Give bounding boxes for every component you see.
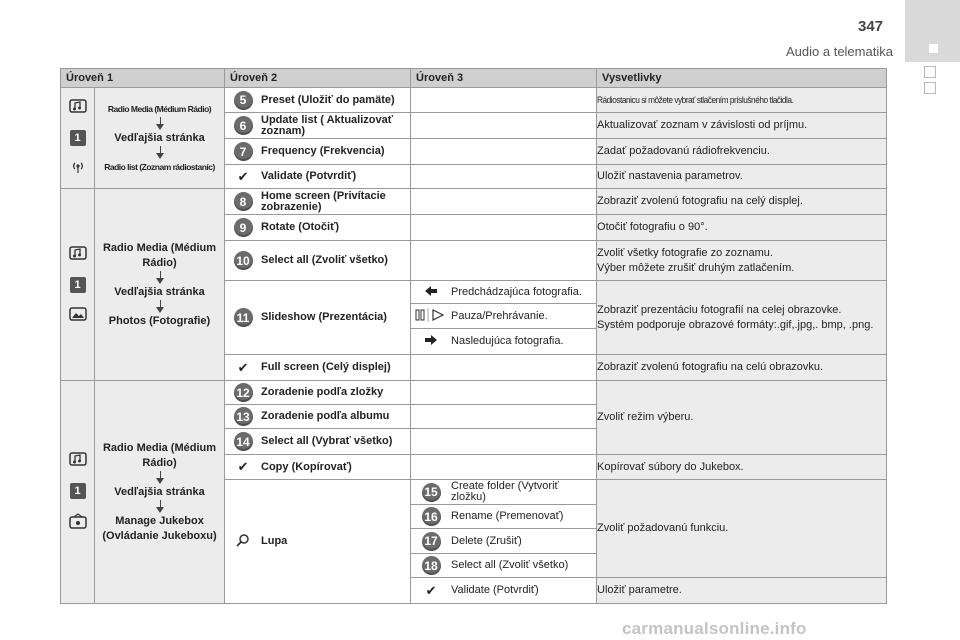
checkmark-icon: ✔ — [237, 359, 249, 375]
description-text: Uložiť parametre. — [597, 578, 887, 604]
number-1-icon: 1 — [70, 130, 86, 146]
number-1-icon: 1 — [70, 483, 86, 499]
level2-label: Select all (Vybrať všetko) — [261, 435, 393, 447]
description-text: Aktualizovať zoznam v závislosti od príjmu. — [597, 113, 887, 139]
description-text: Zobraziť prezentáciu fotografií na celej obrazovke. — [597, 303, 842, 316]
level3-cell — [411, 113, 597, 139]
description-cell — [597, 88, 887, 113]
number-badge: 18 — [422, 556, 441, 575]
level2-cell — [225, 281, 411, 355]
level2-cell — [225, 381, 411, 405]
description-cell — [597, 281, 887, 355]
arrow-down-icon — [95, 146, 224, 160]
number-badge: 16 — [422, 507, 441, 526]
level3-cell — [411, 304, 597, 329]
nav-secondary-page: Vedľajšia stránka — [114, 485, 205, 498]
level2-cell — [225, 113, 411, 139]
header-level2: Úroveň 2 — [225, 69, 411, 88]
level3-cell — [411, 355, 597, 381]
level3-cell — [411, 455, 597, 480]
media-note-icon — [69, 452, 87, 469]
level2-label: Preset (Uložiť do pamäte) — [261, 93, 395, 106]
level2-label: Home screen (Privítacie zobrazenie) — [261, 189, 386, 213]
number-badge: 15 — [422, 483, 441, 502]
level3-cell — [411, 139, 597, 165]
media-note-icon — [69, 246, 87, 263]
header-level1: Úroveň 1 — [61, 69, 225, 88]
number-badge: 7 — [234, 142, 253, 161]
nav-secondary-page: Vedľajšia stránka — [114, 131, 205, 144]
description-text: Výber môžete zrušiť druhým zatlačením. — [597, 261, 795, 274]
level3-label: Predchádzajúca fotografia. — [451, 285, 582, 298]
corner-tab — [905, 0, 960, 62]
arrow-down-icon — [95, 471, 224, 485]
number-badge: 12 — [234, 383, 253, 402]
description-text: Zvoliť požadovanú funkciu. — [597, 480, 887, 578]
number-badge: 17 — [422, 532, 441, 551]
level3-cell — [411, 215, 597, 241]
arrow-down-icon — [95, 117, 224, 131]
level1-icons — [61, 189, 95, 381]
level3-cell — [411, 505, 597, 529]
level3-label: Nasledujúca fotografia. — [451, 335, 564, 347]
level3-cell — [411, 529, 597, 554]
level3-cell — [411, 189, 597, 215]
level3-cell — [411, 329, 597, 355]
level3-label: Create folder (Vytvoriť zložku) — [451, 480, 559, 503]
level1-icons — [61, 381, 95, 604]
level2-cell — [225, 189, 411, 215]
radio-signal-icon — [70, 160, 86, 177]
nav-radio-list: Radio list (Zoznam rádiostaníc) — [104, 161, 215, 172]
section-title: Audio a telematika — [786, 44, 893, 59]
number-badge: 8 — [234, 192, 253, 211]
pause-play-icon — [415, 308, 447, 325]
nav-manage-jukebox: Manage Jukebox (Ovládanie Jukeboxu) — [102, 514, 217, 542]
table-row — [61, 381, 887, 405]
number-badge: 9 — [234, 218, 253, 237]
level2-label: Update list ( Aktualizovať zoznam) — [261, 113, 394, 137]
description-text: Zadať požadovanú rádiofrekvenciu. — [597, 139, 887, 165]
level1-navigation — [95, 381, 225, 604]
level1-icons — [61, 88, 95, 189]
level3-cell — [411, 88, 597, 113]
corner-square — [929, 44, 938, 53]
watermark: carmanualsonline.info — [622, 619, 807, 638]
checkmark-icon: ✔ — [237, 459, 249, 474]
level3-label: Validate (Potvrdiť) — [451, 584, 539, 596]
level2-cell — [225, 241, 411, 281]
number-badge: 10 — [234, 251, 253, 270]
header-level3: Úroveň 3 — [411, 69, 597, 88]
level1-navigation — [95, 189, 225, 381]
level2-label: Rotate (Otočiť) — [261, 221, 340, 233]
number-badge: 13 — [234, 407, 253, 426]
level2-label: Copy (Kopírovať) — [261, 460, 352, 473]
nav-secondary-page: Vedľajšia stránka — [114, 285, 205, 298]
nav-radio-media: Radio Media (Médium Rádio) — [102, 441, 217, 469]
number-badge: 6 — [234, 116, 253, 135]
arrow-left-icon — [424, 285, 438, 300]
header-description: Vysvetlivky — [597, 69, 887, 88]
description-text: Zobraziť zvolenú fotografiu na celú obrazovku. — [597, 355, 887, 381]
checkmark-icon: ✔ — [425, 582, 437, 598]
level2-label: Full screen (Celý displej) — [261, 361, 391, 373]
table-header — [61, 69, 887, 88]
number-badge: 14 — [234, 432, 253, 451]
level3-label: Delete (Zrušiť) — [451, 534, 522, 547]
nav-radio-media: Radio Media (Médium Rádio) — [102, 241, 217, 269]
level3-cell — [411, 165, 597, 189]
number-1-icon: 1 — [70, 277, 86, 293]
level2-cell — [225, 480, 411, 604]
level2-cell — [225, 405, 411, 429]
level2-label: Frequency (Frekvencia) — [261, 145, 385, 157]
level2-cell — [225, 215, 411, 241]
level1-navigation — [95, 88, 225, 189]
description-cell — [597, 241, 887, 281]
side-square — [924, 82, 936, 94]
level2-label: Zoradenie podľa albumu — [261, 410, 390, 422]
level2-label: Select all (Zvoliť všetko) — [261, 254, 388, 266]
level3-cell — [411, 578, 597, 604]
jukebox-icon — [69, 513, 87, 532]
level2-cell — [225, 139, 411, 165]
menu-table — [60, 68, 887, 604]
level2-cell — [225, 165, 411, 189]
table-row — [61, 189, 887, 215]
description-text: Zvoliť režim výberu. — [597, 381, 887, 455]
level2-cell — [225, 429, 411, 455]
number-badge: 5 — [234, 91, 253, 110]
nav-photos: Photos (Fotografie) — [108, 314, 211, 327]
level2-label: Validate (Potvrdiť) — [261, 170, 357, 182]
level3-cell — [411, 241, 597, 281]
arrow-down-icon — [95, 500, 224, 514]
level3-cell — [411, 429, 597, 455]
lupa-label: Lupa — [261, 535, 288, 547]
nav-radio-media: Radio Media (Médium Rádio) — [107, 103, 212, 114]
arrow-down-icon — [95, 300, 224, 314]
level2-cell — [225, 455, 411, 480]
description-text: Otočiť fotografiu o 90°. — [597, 215, 887, 241]
level3-cell — [411, 480, 597, 505]
arrow-right-icon — [424, 334, 438, 349]
level2-label: Zoradenie podľa zložky — [261, 386, 384, 398]
checkmark-icon: ✔ — [237, 168, 249, 184]
level2-label: Slideshow (Prezentácia) — [261, 311, 387, 323]
description-text: Systém podporuje obrazové formáty:.gif,.jpg,. bmp, .png. — [597, 318, 874, 331]
level3-label: Rename (Premenovať) — [451, 510, 564, 522]
table-row — [61, 88, 887, 113]
description-text: Rádiostanicu si môžete vybrať stlačením príslušného tlačidla. — [597, 94, 794, 105]
level3-label: Select all (Zvoliť všetko) — [451, 559, 569, 571]
level3-cell — [411, 405, 597, 429]
number-badge: 11 — [234, 308, 253, 327]
media-note-icon — [69, 99, 87, 116]
level3-cell — [411, 554, 597, 578]
page-number: 347 — [858, 18, 884, 35]
description-text: Uložiť nastavenia parametrov. — [597, 165, 887, 189]
side-square — [924, 66, 936, 78]
level2-cell — [225, 88, 411, 113]
description-text: Zvoliť všetky fotografie zo zoznamu. — [597, 246, 773, 259]
level3-cell — [411, 381, 597, 405]
level3-label: Pauza/Prehrávanie. — [451, 309, 548, 322]
level3-cell — [411, 281, 597, 304]
photo-icon — [69, 307, 87, 324]
description-text: Kopírovať súbory do Jukebox. — [597, 455, 887, 480]
arrow-down-icon — [95, 271, 224, 285]
description-text: Zobraziť zvolenú fotografiu na celý displej. — [597, 189, 887, 215]
level2-cell — [225, 355, 411, 381]
magnifier-icon — [236, 533, 250, 550]
